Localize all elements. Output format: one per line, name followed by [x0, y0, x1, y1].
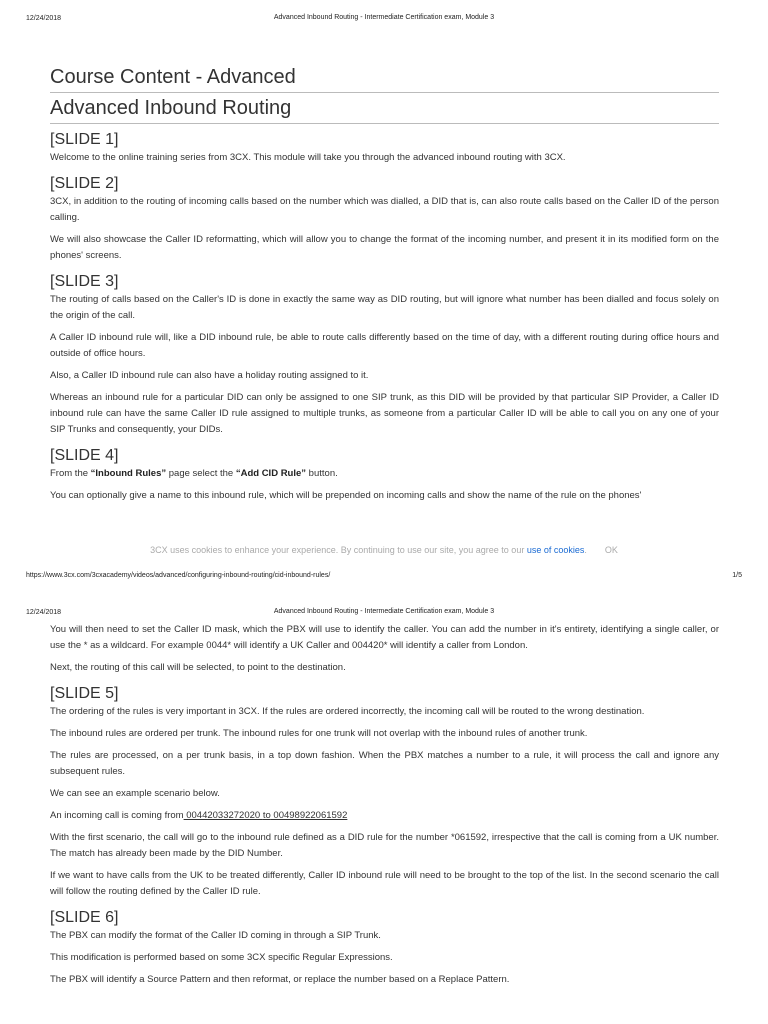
slide4-text-2: You can optionally give a name to this inbound rule, which will be prepended on incoming calls and show the name of the rule on the phones': [50, 490, 642, 501]
page-heading: Advanced Inbound Routing: [50, 95, 719, 124]
slide2-title: [SLIDE 2]: [50, 175, 119, 192]
page1-content: [50, 64, 719, 504]
print-page-number: 1/5: [732, 572, 742, 579]
slide4-text-4: Next, the routing of this call will be selected, to point to the destination.: [50, 662, 346, 673]
slide5-text-2: The inbound rules are ordered per trunk. The inbound rules for one trunk will not overlap with the inbound rules of another trunk.: [50, 728, 588, 739]
slide1-text: Welcome to the online training series from 3CX. This module will take you through the advanced inbound routing with 3CX.: [50, 152, 566, 163]
print-title: Advanced Inbound Routing - Intermediate Certification exam, Module 3: [273, 14, 495, 21]
slide5-text-6: With the first scenario, the call will go to the inbound rule defined as a DID rule for the number *061592, irrespective that the call is coming from a UK number. The match has already been made by the DID Number.: [50, 832, 719, 859]
slide4-text-3: You will then need to set the Caller ID mask, which the PBX will use to identify the caller. You can add the number in it's entirety, identifying a single caller, or use the * as a wildcard. For example 0044* will identify a UK Caller and 004420* will identify a caller from London.: [50, 624, 719, 651]
slide3-text-2: A Caller ID inbound rule will, like a DID inbound rule, be able to route calls differently based on the time of day, with a different routing during office hours and outside of office hours.: [50, 332, 719, 359]
slide5-text-4: We can see an example scenario below.: [50, 788, 220, 799]
cookie-banner: 3CX uses cookies to enhance your experience. By continuing to use our site, you agree to our use of cookies. OK: [0, 545, 768, 555]
print-url: https://www.3cx.com/3cxacademy/videos/advanced/configuring-inbound-routing/cid-inbound-rules/: [26, 572, 331, 579]
add-cid-rule-label: “Add CID Rule”: [235, 468, 307, 479]
cookie-ok-button[interactable]: OK: [604, 545, 618, 555]
print-date-2: 12/24/2018: [26, 609, 62, 616]
page2-content: [50, 622, 719, 988]
slide6-title: [SLIDE 6]: [50, 909, 119, 926]
slide3-text-1: The routing of calls based on the Caller's ID is done in exactly the same way as DID routing, but will ignore what number has been dialled and focus solely on the origin of the call.: [50, 294, 719, 321]
cookie-policy-link[interactable]: use of cookies: [526, 545, 585, 555]
slide6-text-1: The PBX can modify the format of the Caller ID coming in through a SIP Trunk.: [50, 930, 381, 941]
slide2-text-1: 3CX, in addition to the routing of incoming calls based on the number which was dialled, a DID that is, can also route calls based on the Caller ID of the person calling.: [50, 196, 719, 223]
slide3-text-3: Also, a Caller ID inbound rule can also have a holiday routing assigned to it.: [50, 370, 369, 381]
cookie-text: 3CX uses cookies to enhance your experience. By continuing to use our site, you agree to our: [150, 545, 527, 555]
slide5-text-5: An incoming call is coming from 00442033272020 to 00498922061592: [50, 810, 348, 821]
caller-number: 00442033272020: [183, 810, 263, 821]
print-date: 12/24/2018: [26, 15, 62, 22]
slide5-text-7: If we want to have calls from the UK to be treated differently, Caller ID inbound rule will need to be brought to the top of the list. In the second scenario the call will follow the routing defined by the Caller ID rule.: [50, 870, 719, 897]
slide1-title: [SLIDE 1]: [50, 131, 119, 148]
slide4-title: [SLIDE 4]: [50, 447, 119, 464]
inbound-rules-label: “Inbound Rules”: [90, 468, 167, 479]
called-number: 00498922061592: [270, 810, 348, 821]
slide6-text-2: This modification is performed based on some 3CX specific Regular Expressions.: [50, 952, 393, 963]
slide5-title: [SLIDE 5]: [50, 685, 119, 702]
slide3-text-4: Whereas an inbound rule for a particular DID can only be assigned to one SIP trunk, as this DID will be provided by that particular SIP Provider, a Caller ID inbound rule can have the same Caller ID rule assigned to multiple trunks, as someone from a particular Caller ID will be able to call you on any one of your SIP Trunks and consequently, your DIDs.: [50, 392, 719, 435]
slide4-text-1: From the “Inbound Rules” page select the “Add CID Rule” button.: [50, 468, 338, 479]
slide6-text-3: The PBX will identify a Source Pattern and then reformat, or replace the number based on a Replace Pattern.: [50, 974, 510, 985]
slide5-text-3: The rules are processed, on a per trunk basis, in a top down fashion. When the PBX matches a number to a rule, it will process the call and ignore any subsequent rules.: [50, 750, 719, 777]
course-heading: Course Content - Advanced: [50, 64, 719, 93]
slide3-title: [SLIDE 3]: [50, 273, 119, 290]
print-title-2: Advanced Inbound Routing - Intermediate Certification exam, Module 3: [273, 608, 495, 615]
slide2-text-2: We will also showcase the Caller ID reformatting, which will allow you to change the format of the incoming number, and present it in its modified form on the phones' screens.: [50, 234, 719, 261]
slide5-text-1: The ordering of the rules is very important in 3CX. If the rules are ordered incorrectly, the incoming call will be routed to the wrong destination.: [50, 706, 645, 717]
